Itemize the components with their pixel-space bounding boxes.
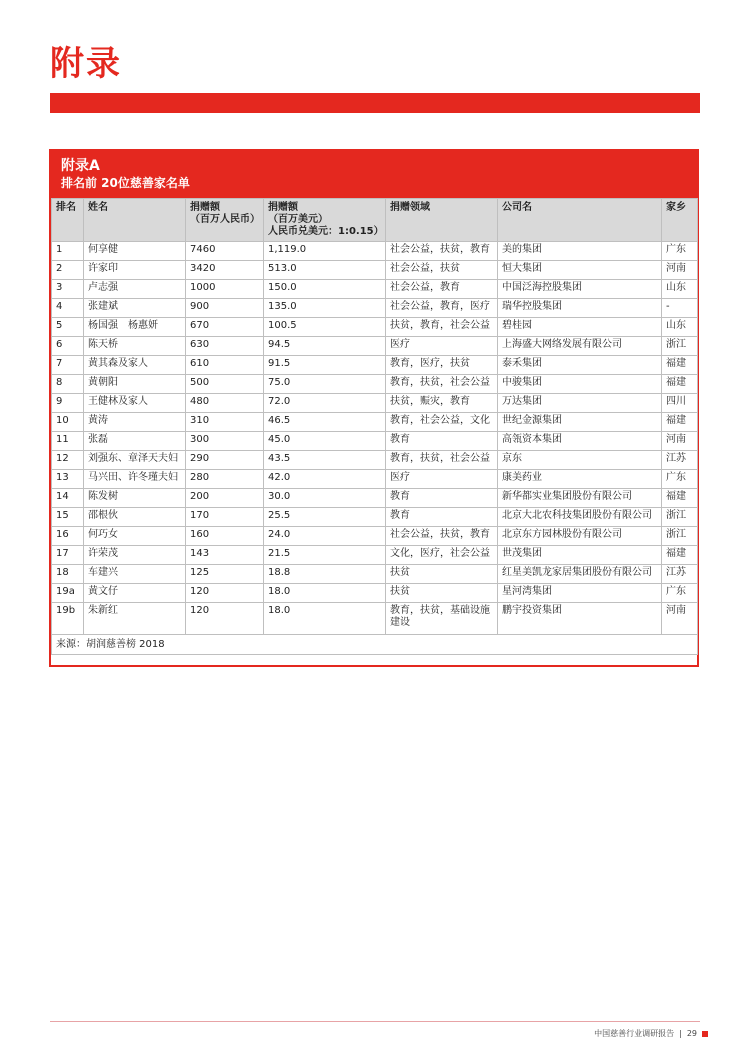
cell-hometown: - bbox=[662, 299, 698, 318]
header-usd-line2: （百万美元） bbox=[268, 214, 328, 225]
table-row bbox=[52, 451, 698, 470]
cell-name: 陈天桥 bbox=[84, 337, 186, 356]
cell-hometown: 广东 bbox=[662, 242, 698, 261]
cell-rank: 1 bbox=[52, 242, 84, 261]
cell-rank: 2 bbox=[52, 261, 84, 280]
table-row bbox=[52, 603, 698, 635]
cell-rank: 10 bbox=[52, 413, 84, 432]
cell-name: 张建斌 bbox=[84, 299, 186, 318]
cell-hometown: 江苏 bbox=[662, 565, 698, 584]
cell-hometown: 河南 bbox=[662, 261, 698, 280]
cell-company: 中国泛海控股集团 bbox=[498, 280, 662, 299]
table-row bbox=[52, 394, 698, 413]
cell-rmb: 1000 bbox=[186, 280, 264, 299]
header-company: 公司名 bbox=[498, 199, 662, 242]
cell-usd: 135.0 bbox=[264, 299, 386, 318]
cell-usd: 1,119.0 bbox=[264, 242, 386, 261]
cell-rank: 4 bbox=[52, 299, 84, 318]
cell-rmb: 900 bbox=[186, 299, 264, 318]
table-row bbox=[52, 565, 698, 584]
footer-divider bbox=[50, 1021, 700, 1022]
cell-name: 张磊 bbox=[84, 432, 186, 451]
cell-rmb: 125 bbox=[186, 565, 264, 584]
cell-rank: 8 bbox=[52, 375, 84, 394]
page-number: 29 bbox=[686, 1029, 697, 1038]
cell-hometown: 福建 bbox=[662, 546, 698, 565]
table-row bbox=[52, 261, 698, 280]
header-hometown: 家乡 bbox=[662, 199, 698, 242]
cell-name: 车建兴 bbox=[84, 565, 186, 584]
cell-field: 教育，扶贫，基础设施建设 bbox=[386, 603, 498, 635]
cell-field: 扶贫 bbox=[386, 584, 498, 603]
cell-field: 医疗 bbox=[386, 337, 498, 356]
cell-rmb: 170 bbox=[186, 508, 264, 527]
cell-name: 黄其森及家人 bbox=[84, 356, 186, 375]
cell-company: 中骏集团 bbox=[498, 375, 662, 394]
cell-field: 社会公益，教育，医疗 bbox=[386, 299, 498, 318]
cell-company: 北京东方园林股份有限公司 bbox=[498, 527, 662, 546]
header-rmb-line2: （百万人民币） bbox=[190, 214, 260, 225]
cell-hometown: 浙江 bbox=[662, 508, 698, 527]
cell-hometown: 广东 bbox=[662, 470, 698, 489]
appendix-panel bbox=[49, 149, 699, 667]
cell-rank: 16 bbox=[52, 527, 84, 546]
cell-name: 马兴田、许冬瑾夫妇 bbox=[84, 470, 186, 489]
header-usd-line1: 捐赠额 bbox=[268, 202, 298, 213]
cell-hometown: 山东 bbox=[662, 280, 698, 299]
cell-usd: 43.5 bbox=[264, 451, 386, 470]
cell-field: 社会公益，扶贫 bbox=[386, 261, 498, 280]
cell-usd: 18.8 bbox=[264, 565, 386, 584]
table-row bbox=[52, 337, 698, 356]
cell-hometown: 四川 bbox=[662, 394, 698, 413]
cell-rmb: 670 bbox=[186, 318, 264, 337]
philanthropist-table bbox=[51, 198, 698, 655]
header-rank: 排名 bbox=[52, 199, 84, 242]
footer-square-icon bbox=[702, 1031, 708, 1037]
header-usd bbox=[264, 199, 386, 242]
cell-rank: 12 bbox=[52, 451, 84, 470]
header-field: 捐赠领域 bbox=[386, 199, 498, 242]
cell-usd: 46.5 bbox=[264, 413, 386, 432]
cell-company: 万达集团 bbox=[498, 394, 662, 413]
cell-rank: 3 bbox=[52, 280, 84, 299]
cell-name: 杨国强 杨惠妍 bbox=[84, 318, 186, 337]
cell-hometown: 福建 bbox=[662, 413, 698, 432]
cell-rmb: 7460 bbox=[186, 242, 264, 261]
cell-usd: 75.0 bbox=[264, 375, 386, 394]
table-row bbox=[52, 299, 698, 318]
header-usd-line3: 人民币兑美元：1:0.15） bbox=[268, 226, 384, 237]
cell-usd: 91.5 bbox=[264, 356, 386, 375]
cell-rmb: 143 bbox=[186, 546, 264, 565]
cell-rank: 5 bbox=[52, 318, 84, 337]
cell-name: 何享健 bbox=[84, 242, 186, 261]
cell-rank: 13 bbox=[52, 470, 84, 489]
cell-hometown: 浙江 bbox=[662, 337, 698, 356]
header-rmb bbox=[186, 199, 264, 242]
cell-hometown: 江苏 bbox=[662, 451, 698, 470]
cell-rank: 6 bbox=[52, 337, 84, 356]
cell-field: 教育 bbox=[386, 508, 498, 527]
cell-name: 邵根伙 bbox=[84, 508, 186, 527]
cell-field: 社会公益，扶贫，教育 bbox=[386, 242, 498, 261]
cell-name: 朱新红 bbox=[84, 603, 186, 635]
cell-name: 陈发树 bbox=[84, 489, 186, 508]
cell-usd: 30.0 bbox=[264, 489, 386, 508]
appendix-label: 附录A bbox=[61, 158, 100, 174]
cell-rmb: 480 bbox=[186, 394, 264, 413]
cell-field: 教育，扶贫，社会公益 bbox=[386, 375, 498, 394]
cell-name: 黄涛 bbox=[84, 413, 186, 432]
cell-field: 医疗 bbox=[386, 470, 498, 489]
cell-hometown: 山东 bbox=[662, 318, 698, 337]
table-row bbox=[52, 584, 698, 603]
cell-hometown: 福建 bbox=[662, 356, 698, 375]
cell-usd: 42.0 bbox=[264, 470, 386, 489]
cell-rmb: 610 bbox=[186, 356, 264, 375]
cell-usd: 72.0 bbox=[264, 394, 386, 413]
cell-usd: 25.5 bbox=[264, 508, 386, 527]
cell-company: 上海盛大网络发展有限公司 bbox=[498, 337, 662, 356]
cell-rmb: 160 bbox=[186, 527, 264, 546]
cell-usd: 100.5 bbox=[264, 318, 386, 337]
title-bar bbox=[50, 93, 700, 113]
cell-company: 京东 bbox=[498, 451, 662, 470]
cell-rank: 7 bbox=[52, 356, 84, 375]
cell-hometown: 广东 bbox=[662, 584, 698, 603]
table-row bbox=[52, 470, 698, 489]
footer-separator: | bbox=[679, 1029, 682, 1038]
cell-rmb: 630 bbox=[186, 337, 264, 356]
cell-field: 教育，扶贫，社会公益 bbox=[386, 451, 498, 470]
cell-rmb: 200 bbox=[186, 489, 264, 508]
cell-company: 高瓴资本集团 bbox=[498, 432, 662, 451]
cell-company: 碧桂园 bbox=[498, 318, 662, 337]
cell-company: 恒大集团 bbox=[498, 261, 662, 280]
cell-company: 鹏宇投资集团 bbox=[498, 603, 662, 635]
cell-usd: 45.0 bbox=[264, 432, 386, 451]
cell-usd: 21.5 bbox=[264, 546, 386, 565]
cell-field: 文化，医疗，社会公益 bbox=[386, 546, 498, 565]
cell-field: 社会公益，教育 bbox=[386, 280, 498, 299]
header-rmb-line1: 捐赠额 bbox=[190, 202, 220, 213]
cell-rank: 18 bbox=[52, 565, 84, 584]
appendix-subtitle: 排名前 20位慈善家名单 bbox=[61, 176, 190, 190]
page-footer bbox=[594, 1028, 708, 1039]
table-row bbox=[52, 280, 698, 299]
cell-hometown: 福建 bbox=[662, 375, 698, 394]
cell-rmb: 500 bbox=[186, 375, 264, 394]
cell-hometown: 河南 bbox=[662, 432, 698, 451]
cell-name: 许荣茂 bbox=[84, 546, 186, 565]
cell-name: 王健林及家人 bbox=[84, 394, 186, 413]
cell-field: 社会公益，扶贫，教育 bbox=[386, 527, 498, 546]
table-row bbox=[52, 413, 698, 432]
table-row bbox=[52, 318, 698, 337]
source-row bbox=[52, 635, 698, 655]
cell-company: 康美药业 bbox=[498, 470, 662, 489]
cell-company: 泰禾集团 bbox=[498, 356, 662, 375]
table-row bbox=[52, 546, 698, 565]
cell-rank: 19b bbox=[52, 603, 84, 635]
cell-rmb: 120 bbox=[186, 584, 264, 603]
table-row bbox=[52, 527, 698, 546]
source-note: 来源：胡润慈善榜 2018 bbox=[52, 635, 698, 655]
table-header-row bbox=[52, 199, 698, 242]
cell-hometown: 河南 bbox=[662, 603, 698, 635]
cell-field: 扶贫，教育，社会公益 bbox=[386, 318, 498, 337]
cell-name: 何巧女 bbox=[84, 527, 186, 546]
cell-rmb: 300 bbox=[186, 432, 264, 451]
cell-field: 教育 bbox=[386, 489, 498, 508]
cell-name: 黄朝阳 bbox=[84, 375, 186, 394]
table-row bbox=[52, 432, 698, 451]
cell-company: 世茂集团 bbox=[498, 546, 662, 565]
cell-hometown: 浙江 bbox=[662, 527, 698, 546]
cell-rank: 15 bbox=[52, 508, 84, 527]
table-row bbox=[52, 489, 698, 508]
cell-rank: 14 bbox=[52, 489, 84, 508]
cell-rmb: 120 bbox=[186, 603, 264, 635]
cell-company: 世纪金源集团 bbox=[498, 413, 662, 432]
cell-hometown: 福建 bbox=[662, 489, 698, 508]
cell-rank: 19a bbox=[52, 584, 84, 603]
cell-company: 瑞华控股集团 bbox=[498, 299, 662, 318]
cell-field: 扶贫 bbox=[386, 565, 498, 584]
cell-name: 黄文仔 bbox=[84, 584, 186, 603]
cell-name: 许家印 bbox=[84, 261, 186, 280]
cell-company: 星河湾集团 bbox=[498, 584, 662, 603]
table-body bbox=[52, 242, 698, 635]
footer-report-title: 中国慈善行业调研报告 bbox=[594, 1029, 675, 1038]
table-row bbox=[52, 356, 698, 375]
cell-usd: 94.5 bbox=[264, 337, 386, 356]
table-row bbox=[52, 375, 698, 394]
appendix-header bbox=[51, 151, 697, 198]
cell-rank: 17 bbox=[52, 546, 84, 565]
cell-field: 教育 bbox=[386, 432, 498, 451]
cell-rmb: 290 bbox=[186, 451, 264, 470]
cell-rmb: 310 bbox=[186, 413, 264, 432]
cell-company: 新华都实业集团股份有限公司 bbox=[498, 489, 662, 508]
cell-company: 红星美凯龙家居集团股份有限公司 bbox=[498, 565, 662, 584]
cell-name: 刘强东、章泽天夫妇 bbox=[84, 451, 186, 470]
table-row bbox=[52, 242, 698, 261]
cell-rmb: 280 bbox=[186, 470, 264, 489]
page-title: 附录 bbox=[50, 44, 122, 84]
header-name: 姓名 bbox=[84, 199, 186, 242]
cell-usd: 150.0 bbox=[264, 280, 386, 299]
cell-rank: 11 bbox=[52, 432, 84, 451]
cell-company: 北京大北农科技集团股份有限公司 bbox=[498, 508, 662, 527]
cell-company: 美的集团 bbox=[498, 242, 662, 261]
cell-rank: 9 bbox=[52, 394, 84, 413]
table-row bbox=[52, 508, 698, 527]
cell-field: 扶贫，赈灾，教育 bbox=[386, 394, 498, 413]
cell-field: 教育，医疗，扶贫 bbox=[386, 356, 498, 375]
cell-usd: 24.0 bbox=[264, 527, 386, 546]
cell-field: 教育，社会公益，文化 bbox=[386, 413, 498, 432]
cell-usd: 18.0 bbox=[264, 603, 386, 635]
cell-usd: 18.0 bbox=[264, 584, 386, 603]
cell-usd: 513.0 bbox=[264, 261, 386, 280]
cell-name: 卢志强 bbox=[84, 280, 186, 299]
cell-rmb: 3420 bbox=[186, 261, 264, 280]
